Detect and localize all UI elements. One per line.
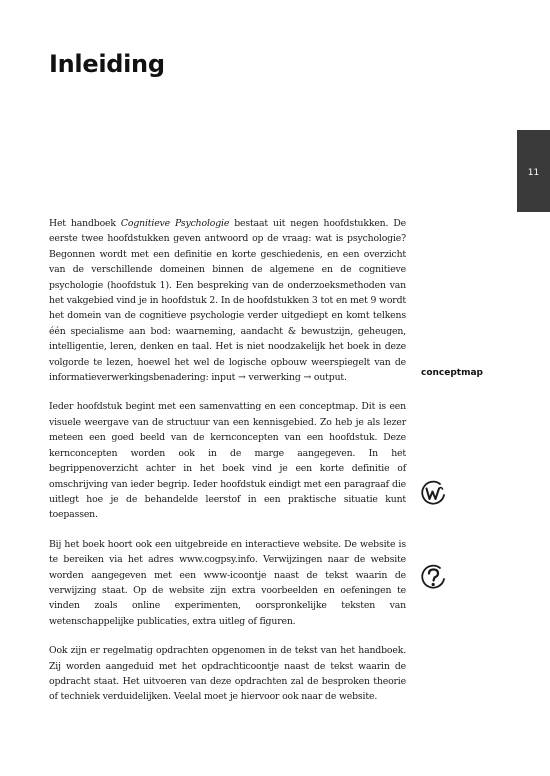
paragraph-3: Bij het boek hoort ook een uitgebreide en interactieve website. De website is te bereiken via het adres www.cogpsy.info. Verwijzingen naar de website worden aangegeven met een www-icoontje naast de tekst waarin de verwijzing staat. Op de website zijn extra voorbeelden en oefeningen te vinden zoals online experimenten, oorspronkelijke teksten van wetenschappelijke publicaties, extra uitleg of figuren.: [49, 538, 406, 627]
paragraph-1: Het handboek Cognitieve Psychologie bestaat uit negen hoofdstukken. De eerste twee hoofdstukken geven antwoord op de vraag: wat is psychologie? Begonnen wordt met een definitie en korte geschiedenis, en een overzicht van de verschillende domeinen binnen de algemene en de cognitieve psychologie (hoofdstuk 1). Een bespreking van de onderzoeksmethoden van het vakgebied vind je in hoofdstuk 2. In de hoofdstukken 3 tot en met 9 wordt het domein van de cognitieve psychologie verder uitgediept en komt telkens één specialisme aan bod: waarneming, aandacht & bewustzijn, geheugen, intelligentie, leren, denken en taal. Het is niet noodzakelijk het boek in deze volgorde te lezen, hoewel het wel de logische opbouw weerspiegelt van de informatieverwerkingsbenadering: input → verwerking → output.: [49, 218, 407, 384]
page-number-tab: [517, 130, 550, 212]
chapter-title: Inleiding: [49, 50, 165, 78]
margin-term-conceptmap: conceptmap: [421, 368, 484, 378]
body-text: [49, 216, 406, 719]
book-title: Cognitieve Psychologie: [120, 218, 230, 229]
www-icon: [418, 478, 448, 512]
paragraph-4: Ook zijn er regelmatig opdrachten opgenomen in de tekst van het handboek. Zij worden aangeduid met het opdrachticoontje naast de tekst waarin de opdracht staat. Het uitvoeren van deze opdrachten zal de besproken theorie of techniek verduidelijken. Veelal moet je hiervoor ook naar de website.: [49, 645, 406, 703]
question-icon: [418, 562, 448, 596]
paragraph-2: Ieder hoofdstuk begint met een samenvatting en een conceptmap. Dit is een visuele weergave van de structuur van een kennisgebied. Zo heb je als lezer meteen een goed beeld van de kernconcepten van een hoofdstuk. Deze kernconcepten worden ook in de marge aangegeven. In het begrippenoverzicht achter in het boek vind je een korte definitie of omschrijving van ieder begrip. Ieder hoofdstuk eindigt met een paragraaf die uitlegt hoe je de behandelde leerstof in een praktische situatie kunt toepassen.: [49, 401, 406, 521]
page-number: 11: [527, 168, 540, 178]
